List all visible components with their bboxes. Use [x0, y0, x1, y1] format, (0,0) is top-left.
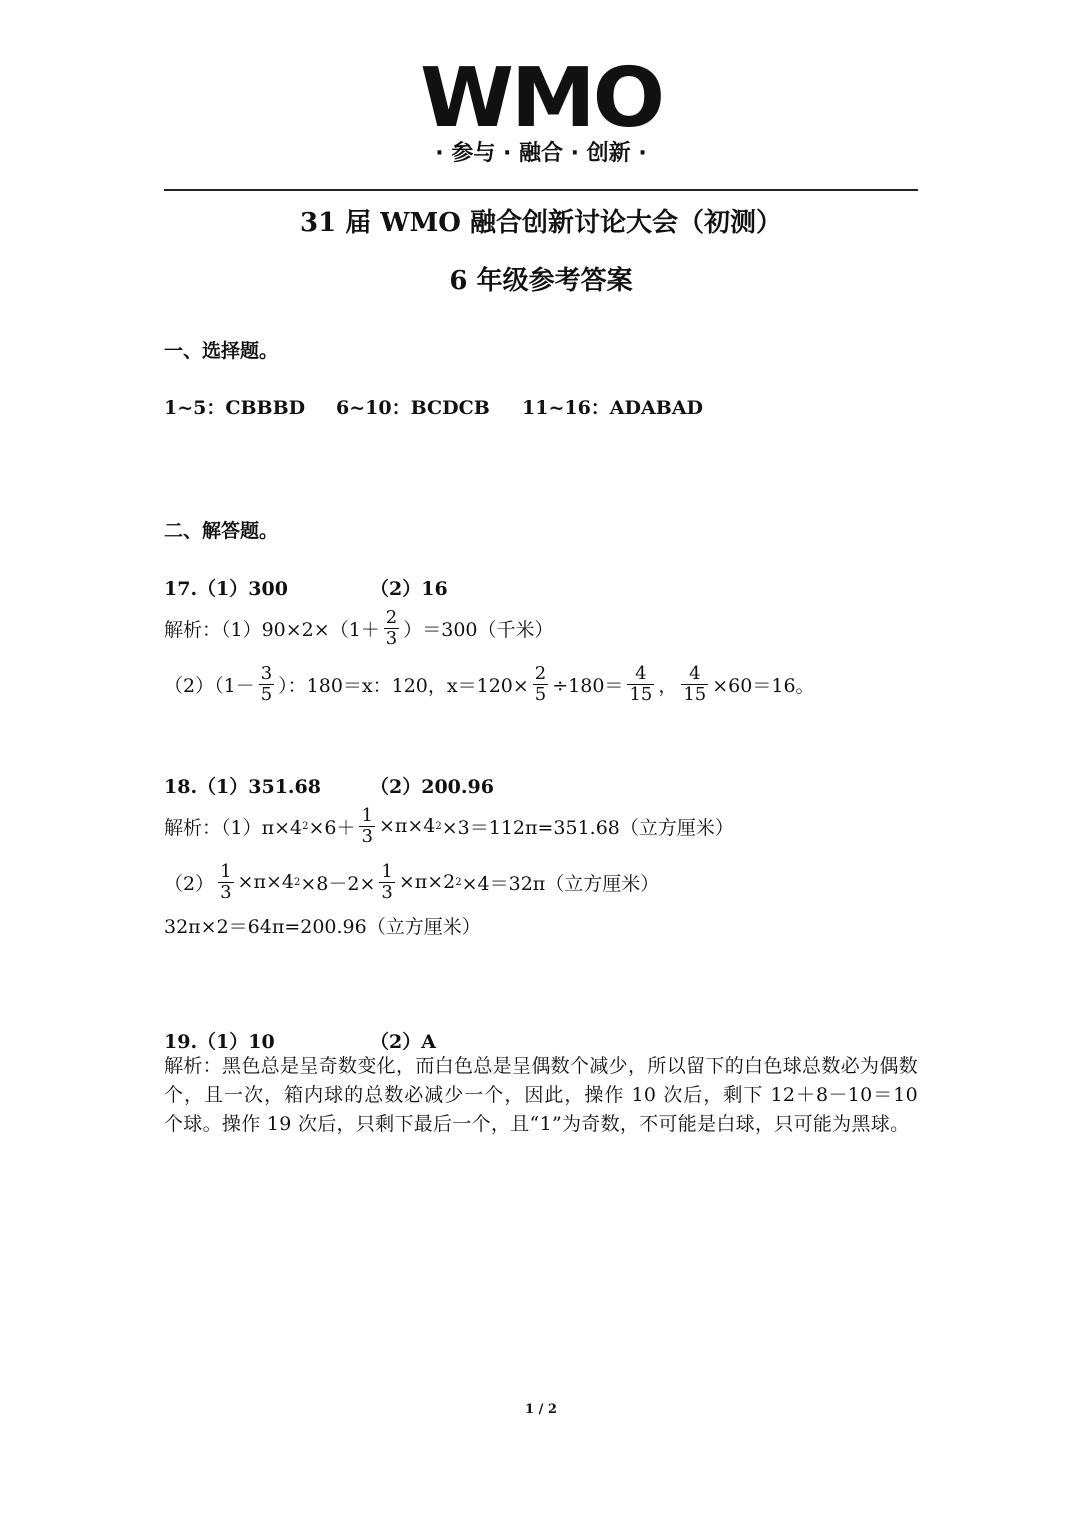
fraction-denominator: 5 — [534, 683, 547, 705]
fraction-numerator: 4 — [635, 662, 647, 684]
q18-l1-text-a: 解析：（1）π×4 — [164, 816, 303, 839]
exponent: 2 — [455, 876, 462, 888]
q19-answer-1: 19.（1）10 — [164, 1031, 275, 1053]
q18-solution-line-3: 32π×2＝64π=200.96（立方厘米） — [164, 916, 481, 938]
fraction — [533, 664, 548, 705]
fraction-denominator: 15 — [629, 683, 653, 705]
choice-answers-11-16: 11~16：ADABAD — [522, 397, 704, 419]
logo: WMO — [419, 51, 663, 146]
fraction-numerator: 1 — [381, 860, 393, 882]
fraction — [259, 664, 274, 705]
fraction-denominator: 5 — [260, 683, 273, 705]
fraction-numerator: 1 — [220, 860, 232, 882]
q17-l1-text-b: ）＝300（千米） — [403, 618, 554, 641]
q18-l2-text-e: ×4＝32π（立方厘米） — [461, 872, 660, 895]
fraction-numerator: 2 — [534, 662, 547, 684]
choice-answers-6-10: 6~10：BCDCB — [336, 397, 490, 419]
page-number: 1 / 2 — [525, 1402, 557, 1417]
fraction-denominator: 15 — [683, 683, 707, 705]
q18-answer-1: 18.（1）351.68 — [164, 776, 321, 798]
choice-answers-1-5: 1~5：CBBBD — [164, 397, 306, 419]
q17-solution-line-2 — [164, 658, 815, 710]
fraction-numerator: 1 — [361, 804, 373, 826]
q17-l2-text-d: ， — [658, 674, 678, 697]
q19-solution-text: 解析：黑色总是呈奇数变化，而白色总是呈偶数个减少，所以留下的白色球总数必为偶数个，且一次，箱内球的总数必减少一个，因此，操作 10 次后，剩下 12＋8－10＝10 个球。操作 19 次后，只剩下最后一个，且“1”为奇数，不可能是白球，只可能为黑球。 — [164, 1055, 918, 1135]
page-title: 31 届 WMO 融合创新讨论大会（初测） — [300, 208, 782, 238]
q17-l2-text-c: ÷180＝ — [552, 674, 624, 697]
q17-l1-text-a: 解析：（1）90×2×（1＋ — [164, 618, 380, 641]
fraction-denominator: 3 — [220, 881, 232, 903]
q18-l1-text-b: ×6＋ — [308, 816, 356, 839]
q17-l2-text-e: ×60＝16。 — [712, 674, 815, 697]
fraction-numerator: 2 — [385, 606, 398, 628]
q17-l2-text-a: （2）（1－ — [164, 674, 255, 697]
q17-answer-1: 17.（1）300 — [164, 578, 288, 600]
q18-answer-2: （2）200.96 — [370, 776, 494, 798]
page-subtitle: 6 年级参考答案 — [449, 266, 633, 296]
fraction — [384, 608, 399, 649]
q18-l1-text-c: ×π×4 — [378, 815, 436, 837]
fraction — [359, 806, 374, 847]
section-solution-heading: 二、解答题。 — [164, 520, 279, 542]
q18-solution-line-2 — [164, 856, 659, 908]
fraction-numerator: 3 — [260, 662, 273, 684]
q17-answer-2: （2）16 — [370, 578, 448, 600]
q19-answer-2: （2）A — [370, 1031, 436, 1053]
fraction-denominator: 3 — [381, 881, 393, 903]
q18-l2-text-a: （2） — [164, 872, 215, 895]
q18-l2-text-b: ×π×4 — [237, 871, 294, 893]
header-divider — [164, 189, 918, 191]
fraction-denominator: 3 — [361, 825, 373, 847]
q17-l2-text-b: ）：180＝x：120，x＝120× — [278, 674, 529, 697]
q18-l1-text-d: ×3＝112π=351.68（立方厘米） — [441, 816, 734, 839]
fraction — [379, 862, 394, 903]
exponent: 2 — [302, 820, 309, 832]
fraction — [627, 664, 654, 705]
fraction-denominator: 3 — [385, 627, 398, 649]
q18-solution-line-1 — [164, 800, 734, 852]
q18-l2-text-d: ×π×2 — [398, 871, 456, 893]
logo-slogan: · 参与 · 融合 · 创新 · — [435, 141, 647, 166]
fraction-numerator: 4 — [689, 662, 701, 684]
q18-l2-text-c: ×8－2× — [300, 872, 376, 895]
q17-solution-line-1 — [164, 602, 554, 654]
fraction — [681, 664, 708, 705]
exponent: 2 — [435, 820, 442, 832]
fraction — [218, 862, 233, 903]
section-choice-heading: 一、选择题。 — [164, 340, 279, 362]
exponent: 2 — [293, 876, 301, 888]
